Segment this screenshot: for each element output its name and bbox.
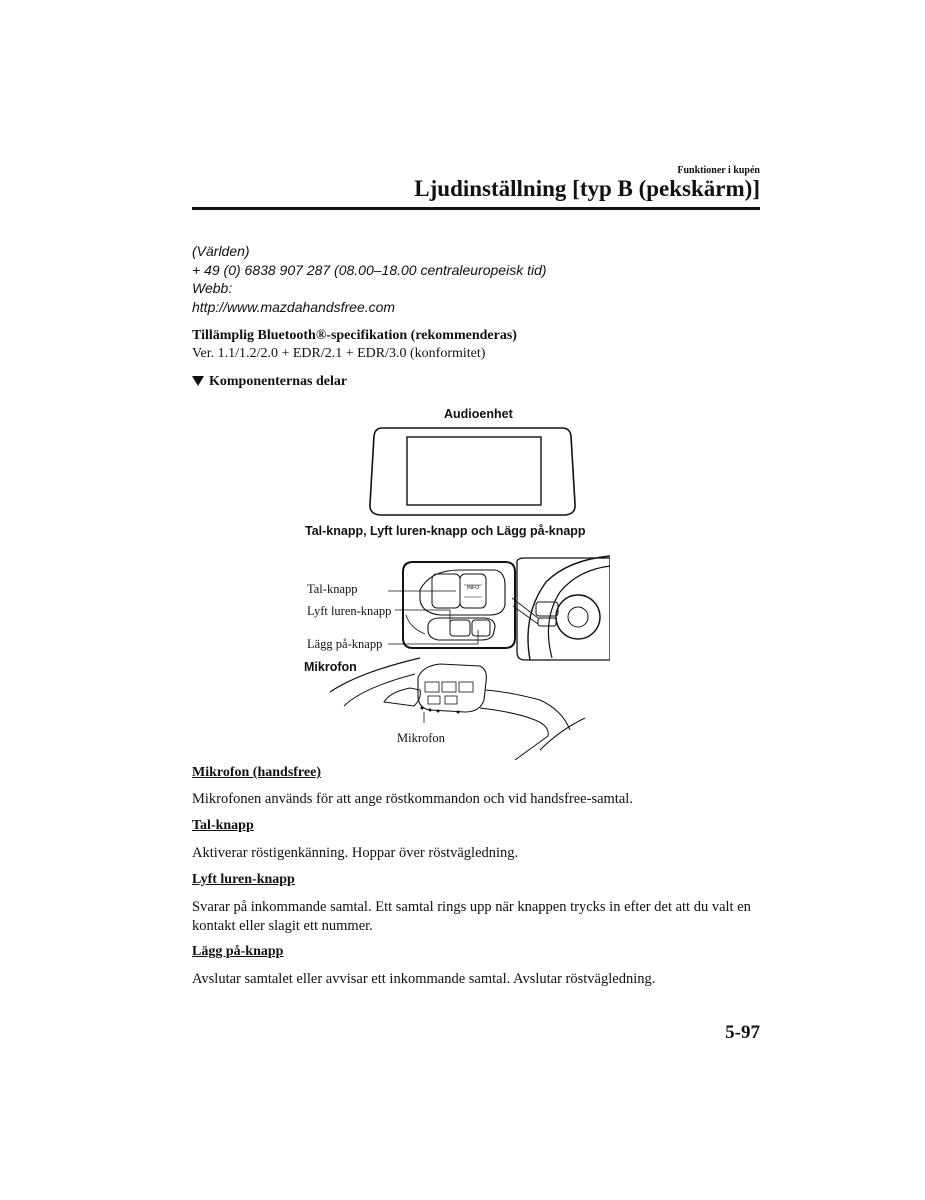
section-heading-pickup: Lyft luren-knapp	[192, 872, 295, 887]
components-heading	[192, 374, 347, 390]
page-number: 5-97	[725, 1022, 760, 1043]
figure-label-microphone: Mikrofon	[304, 660, 357, 674]
button-closeup-illustration	[403, 562, 515, 648]
contact-web-label: Webb:	[192, 280, 233, 296]
callout-hangup-button: Lägg på-knapp	[307, 637, 383, 651]
callout-microphone: Mikrofon	[397, 731, 445, 745]
bluetooth-heading: Tillämplig Bluetooth®-specifikation (rekommenderas)	[192, 328, 517, 343]
title-divider	[192, 207, 760, 210]
steering-wheel-illustration	[512, 556, 610, 660]
figure-label-audio: Audioenhet	[444, 407, 513, 421]
bluetooth-versions: Ver. 1.1/1.2/2.0 + EDR/2.1 + EDR/3.0 (konformitet)	[192, 346, 486, 361]
section-heading-microphone: Mikrofon (handsfree)	[192, 765, 321, 780]
contact-region: (Världen)	[192, 243, 250, 259]
section-heading-hangup: Lägg på-knapp	[192, 944, 284, 959]
audio-unit-illustration	[370, 428, 575, 515]
callout-talk-button: Tal-knapp	[307, 582, 358, 596]
contact-url: http://www.mazdahandsfree.com	[192, 299, 396, 315]
components-heading-text: Komponenternas delar	[209, 374, 348, 389]
page-title: Ljudinställning [typ B (pekskärm)]	[414, 176, 760, 201]
triangle-bullet-icon	[192, 376, 204, 386]
section-text-microphone: Mikrofonen används för att ange röstkommandon och vid handsfree-samtal.	[192, 791, 633, 807]
figure-label-buttons: Tal-knapp, Lyft luren-knapp och Lägg på-knapp	[305, 524, 586, 538]
contact-phone: + 49 (0) 6838 907 287 (08.00–18.00 centraleuropeisk tid)	[192, 262, 547, 278]
section-text-pickup: Svarar på inkommande samtal. Ett samtal rings upp när knappen trycks in efter det att du valt en kontakt eller slagit ett nummer.	[192, 899, 751, 934]
section-text-hangup: Avslutar samtalet eller avvisar ett inkommande samtal. Avslutar röstvägledning.	[192, 971, 656, 987]
info-text: INFO	[467, 585, 479, 591]
microphone-console-illustration	[330, 658, 585, 760]
section-label: Funktioner i kupén	[677, 165, 760, 176]
section-heading-talk: Tal-knapp	[192, 818, 254, 833]
section-text-talk: Aktiverar röstigenkänning. Hoppar över röstvägledning.	[192, 845, 519, 861]
callout-pickup-button: Lyft luren-knapp	[307, 604, 392, 618]
